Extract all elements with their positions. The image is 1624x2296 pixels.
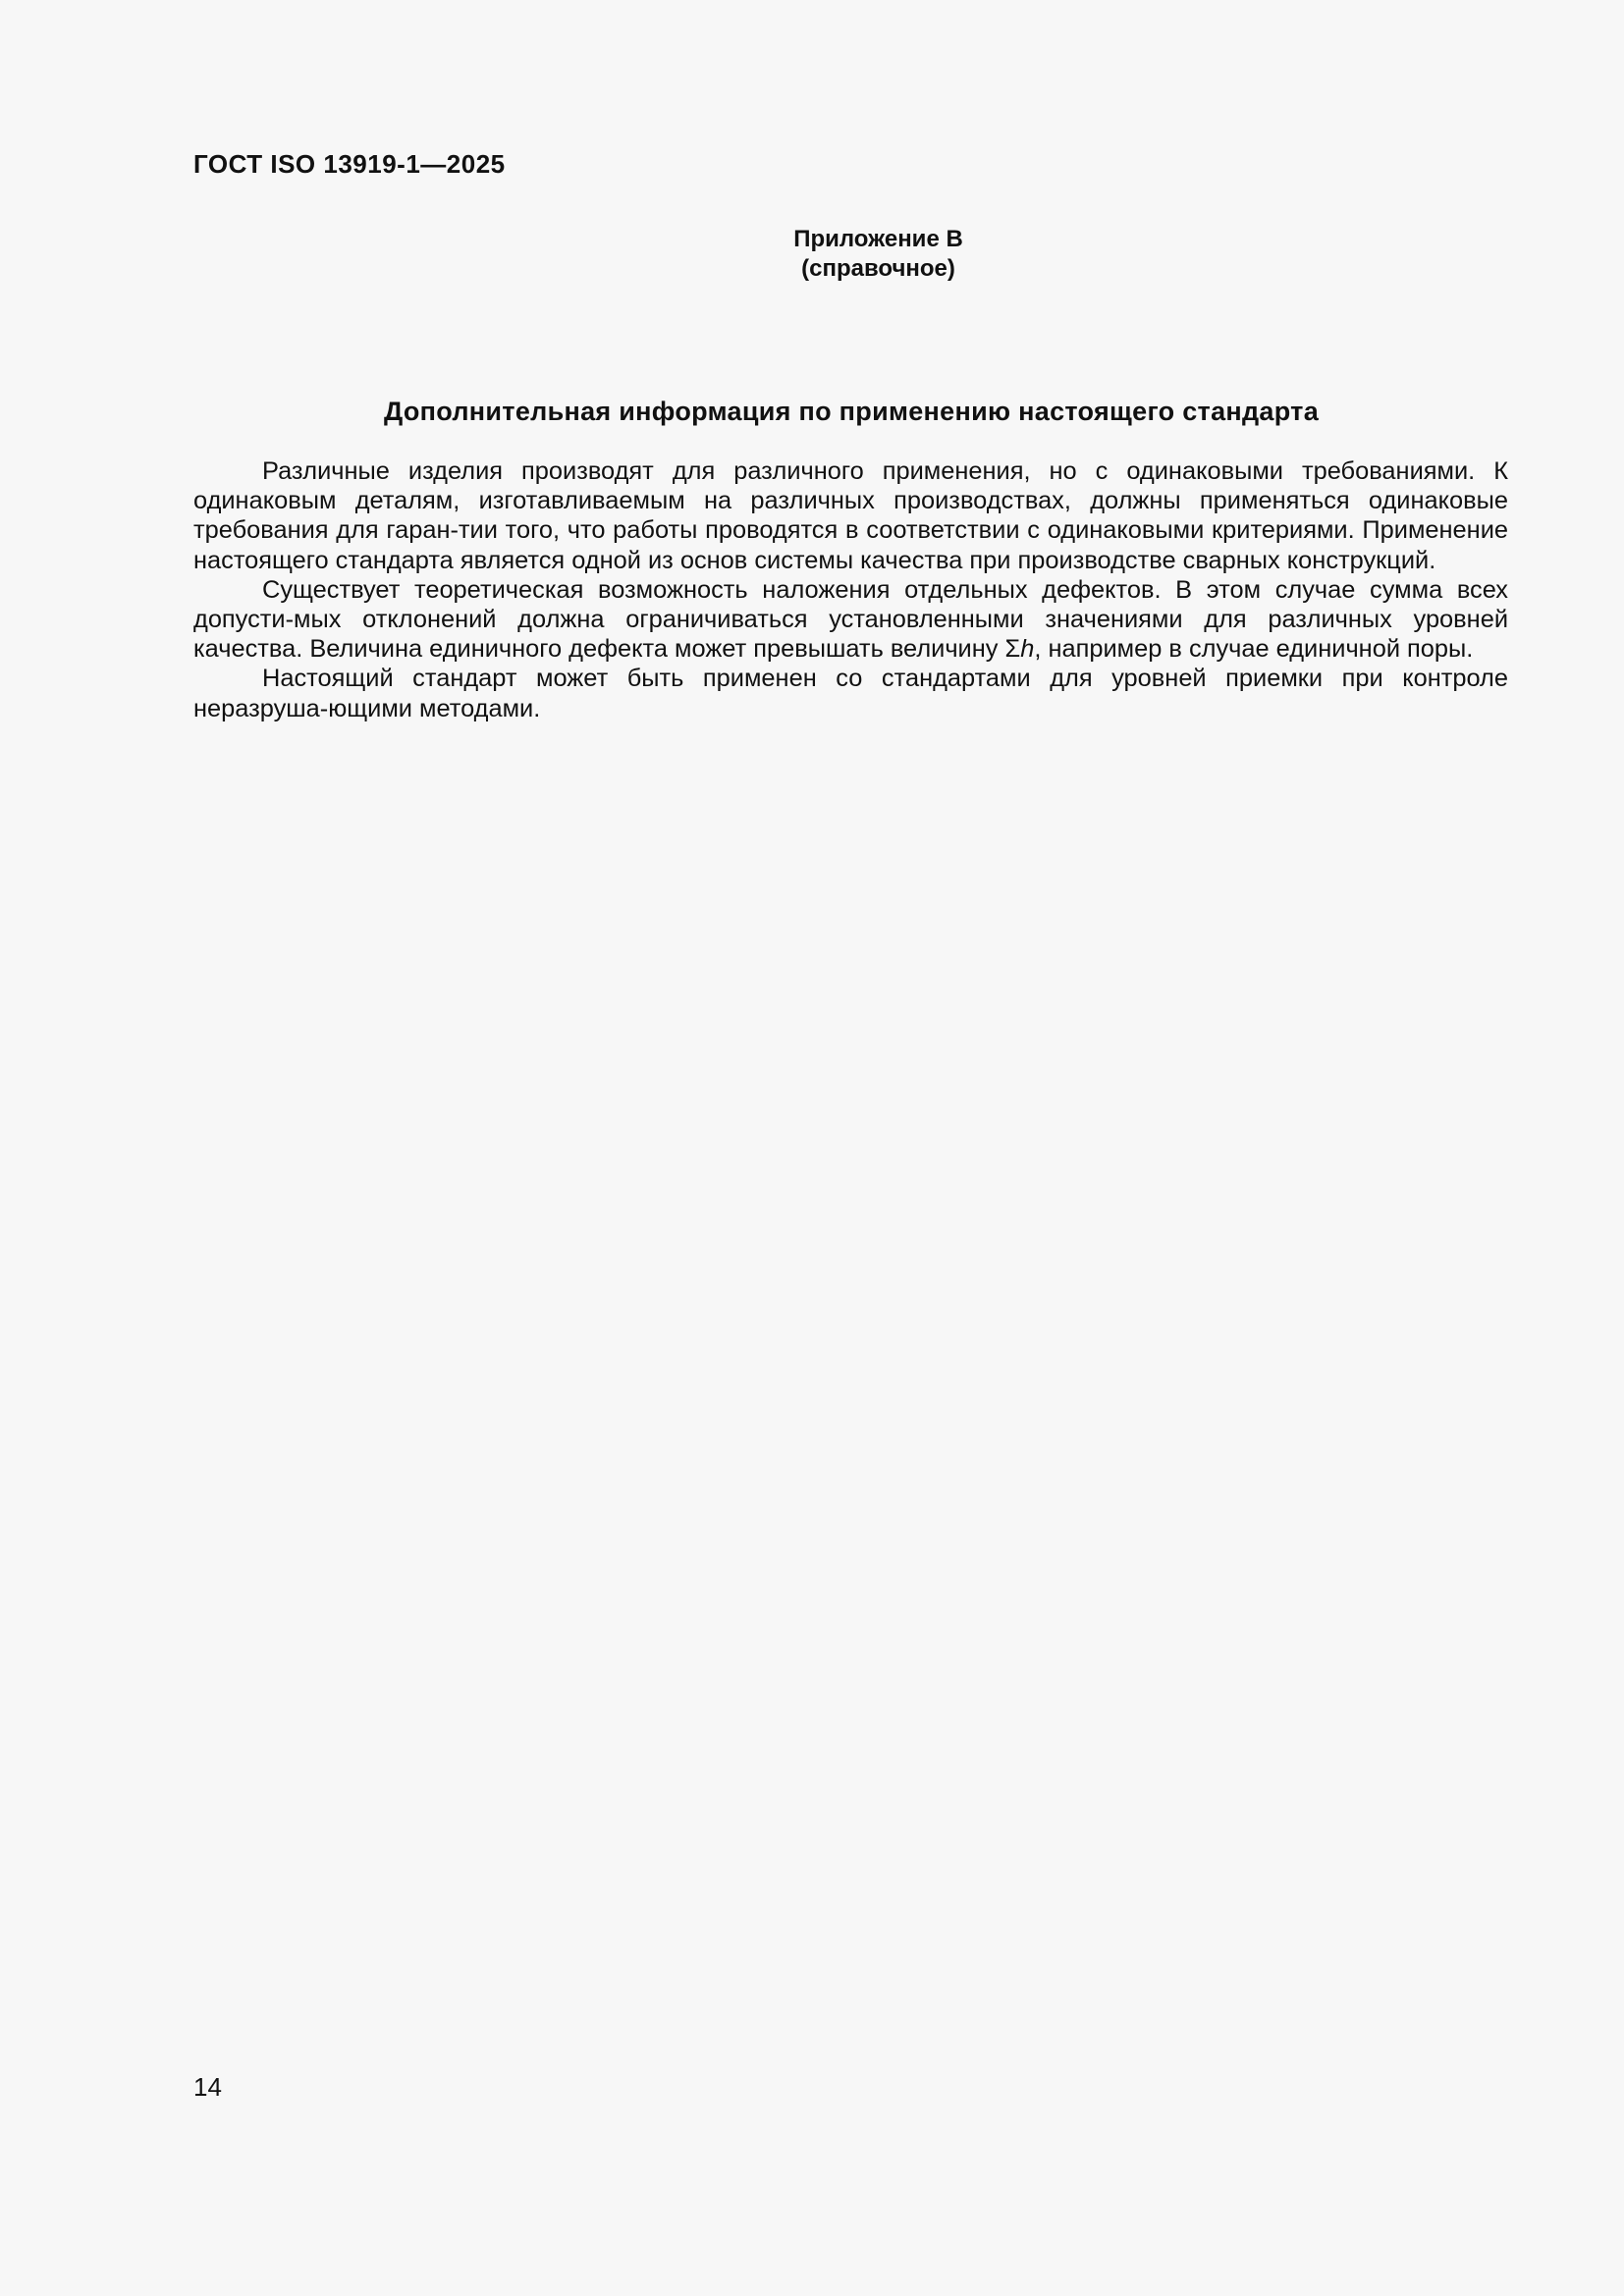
paragraph-2-symbol: h xyxy=(1020,635,1035,664)
paragraph-2 xyxy=(193,575,1508,665)
paragraph-1: Различные изделия производят для различного применения, но с одинаковыми требованиями. К одинаковым деталям, изготавливаемым на различных производствах, должны применяться одинаковые требования для гаран-тии того, что работы проводятся в соответствии с одинаковыми критериями. Применение настоящего стандарта является одной из основ системы качества при производстве сварных конструкций. xyxy=(193,457,1508,574)
paragraph-2-text-start: Существует теоретическая возможность наложения отдельных дефектов. В этом случае сумма всех допусти-мых отклонений должна ограничиваться установленными значениями для различных уровней качества. Величина единичного дефекта может превышать величину Σ xyxy=(193,575,1508,664)
document-code: ГОСТ ISO 13919-1—2025 xyxy=(193,149,506,179)
page-number: 14 xyxy=(193,2072,222,2102)
body-text xyxy=(193,456,1508,723)
appendix-heading xyxy=(193,225,1509,284)
appendix-title: Приложение В xyxy=(793,226,963,252)
paragraph-2-text-end: , например в случае единичной поры. xyxy=(1034,635,1474,664)
appendix-status: (справочное) xyxy=(801,255,955,282)
paragraph-3: Настоящий стандарт может быть применен со стандартами для уровней приемки при контроле неразруша-ющими методами. xyxy=(193,665,1508,722)
section-title: Дополнительная информация по применению настоящего стандарта xyxy=(383,397,1320,426)
